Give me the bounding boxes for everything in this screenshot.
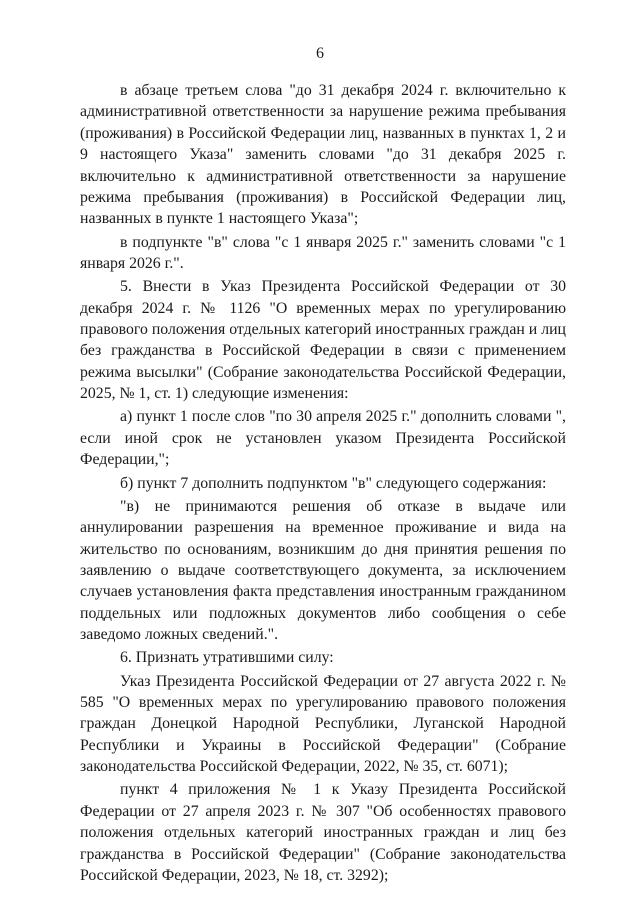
page-number: 6 — [316, 45, 324, 62]
paragraph-subitem-a: а) пункт 1 после слов "по 30 апреля 2025 г." дополнить словами ", если иной срок не установлен указом Президента Российской Федерации,"; — [80, 408, 566, 469]
paragraph-item-6: 6. Признать утратившими силу: — [120, 649, 334, 667]
paragraph-decree-307: пункт 4 приложения № 1 к Указу Президента Российской Федерации от 27 апреля 2023 г. № 307 "Об особенностях правового положения отдельных категорий иностранных граждан и лиц без гражданства в Российской Федерации" (Собрание законодательства Российской Федерации, 2023, № 18, ст. 3292); — [80, 781, 566, 884]
paragraph-amend-subpoint-v: в подпункте "в" слова "с 1 января 2025 г." заменить словами "с 1 января 2026 г.". — [80, 233, 566, 273]
document-body — [80, 80, 566, 888]
paragraph-amend-abzac-third: в абзаце третьем слова "до 31 декабря 2024 г. включительно к административной ответственности за нарушение режима пребывания (проживания) в Российской Федерации лиц, названных в пунктах 1, 2 и 9 настоящего Указа" заменить словами "до 31 декабря 2025 г. включительно к административной ответственности за нарушение режима пребывания (проживания) в Российской Федерации лиц, названных в пункте 1 настоящего Указа"; — [80, 82, 566, 228]
paragraph-subitem-b: б) пункт 7 дополнить подпунктом "в" следующего содержания: — [120, 474, 547, 492]
paragraph-decree-585: Указ Президента Российской Федерации от 27 августа 2022 г. № 585 "О временных мерах по урегулированию правового положения граждан Донецкой Народной Республики, Луганской Народной Республики и Украины в Российской Федерации" (Собрание законодательства Российской Федерации, 2022, № 35, ст. 6071); — [80, 672, 566, 776]
paragraph-item-5: 5. Внести в Указ Президента Российской Федерации от 30 декабря 2024 г. № 1126 "О временных мерах по урегулированию правового положения отдельных категорий иностранных граждан и лиц без гражданства в Российской Федерации в связи с применением режима высылки" (Собрание законодательства Российской Федерации, 2025, № 1, ст. 1) следующие изменения: — [80, 278, 566, 403]
paragraph-quoted-subpoint-v: "в) не принимаются решения об отказе в выдаче или аннулировании разрешения на временное проживание и вида на жительство по основаниям, возникшим до дня принятия решения по заявлению о выдаче соответствующего документа, за исключением случаев установления факта представления иностранным гражданином поддельных или подложных документов либо сообщения о себе заведомо ложных сведений.". — [80, 497, 566, 644]
